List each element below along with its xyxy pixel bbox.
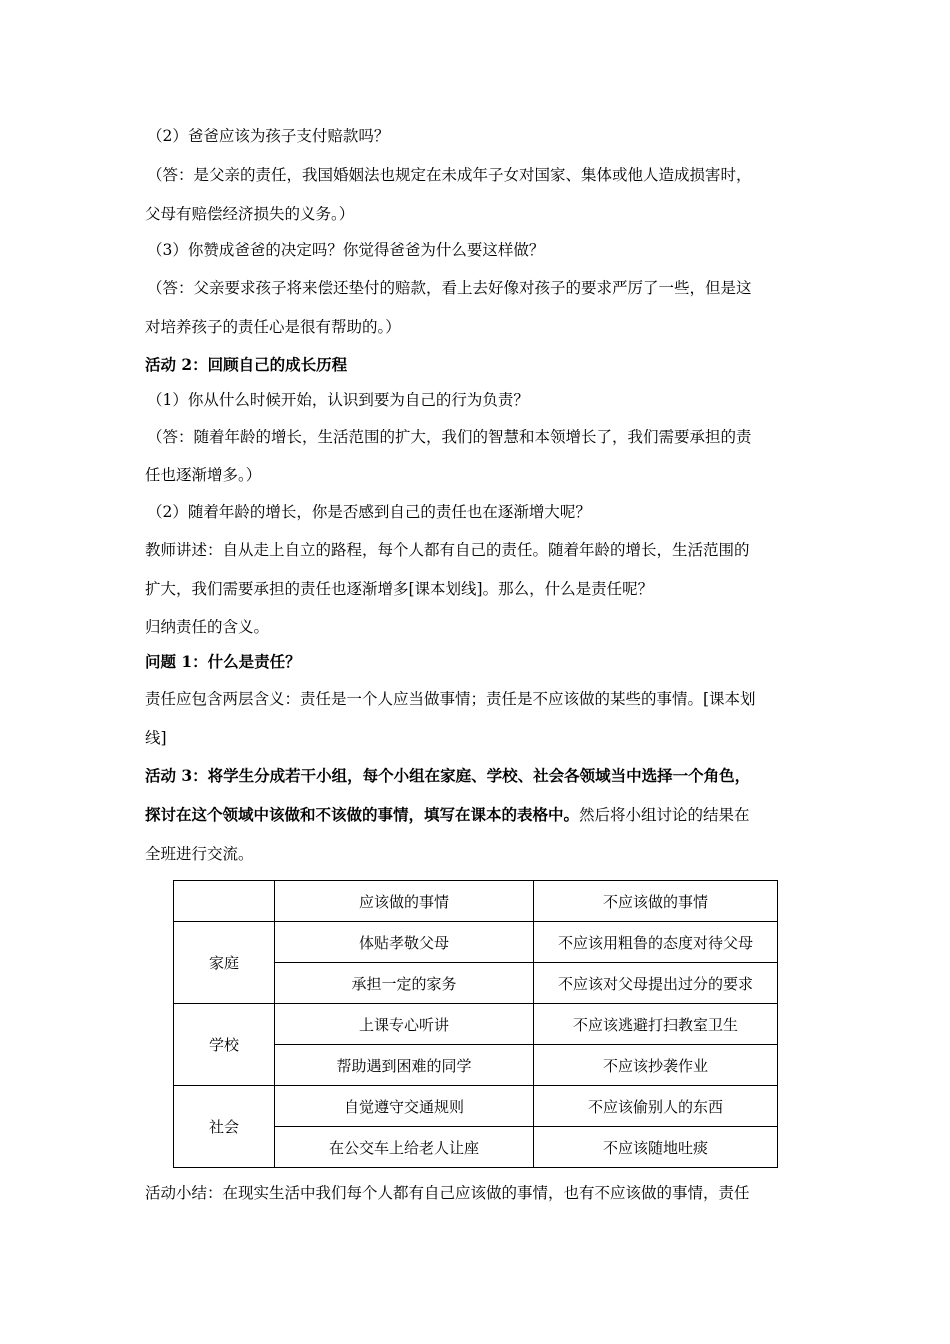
group-family: 家庭 [174, 922, 275, 1004]
question-1-heading: 问题 1：什么是责任？ [145, 652, 301, 671]
table-header-should-not: 不应该做的事情 [534, 881, 778, 922]
table-row [174, 922, 778, 963]
table-row [174, 1004, 778, 1045]
teacher-talk-line2: 扩大，我们需要承担的责任也逐渐增多[课本划线]。那么，什么是责任呢？ [145, 580, 654, 598]
activity-2-answer-line1: （答：随着年龄的增长，生活范围的扩大，我们的智慧和本领增长了，我们需要承担的责 [147, 428, 752, 446]
table-cell: 自觉遵守交通规则 [275, 1086, 534, 1127]
table-cell: 帮助遇到困难的同学 [275, 1045, 534, 1086]
question-3: （3）你赞成爸爸的决定吗？你觉得爸爸为什么要这样做？ [147, 241, 545, 259]
table-header-empty [174, 881, 275, 922]
question-2: （2）爸爸应该为孩子支付赔款吗？ [147, 127, 390, 145]
answer-2-line2: 父母有赔偿经济损失的义务。） [145, 205, 355, 223]
table-cell: 上课专心听讲 [275, 1004, 534, 1045]
table-header-row [174, 881, 778, 922]
activity-3-line2 [145, 805, 750, 825]
activity-summary: 活动小结：在现实生活中我们每个人都有自己应该做的事情，也有不应该做的事情，责任 [145, 1184, 750, 1202]
table-cell: 体贴孝敬父母 [275, 922, 534, 963]
table-cell: 在公交车上给老人让座 [275, 1127, 534, 1168]
answer-3-line2: 对培养孩子的责任心是很有帮助的。） [145, 318, 401, 336]
activity-2-answer-line2: 任也逐渐增多。） [145, 466, 262, 484]
activity-3-line3: 全班进行交流。 [145, 845, 254, 863]
responsibility-table [173, 880, 778, 1168]
teacher-talk-line1: 教师讲述：自从走上自立的路程，每个人都有自己的责任。随着年龄的增长，生活范围的 [145, 541, 750, 559]
activity-3-line1: 活动 3：将学生分成若干小组，每个小组在家庭、学校、社会各领域当中选择一个角色， [145, 766, 751, 785]
answer-2-line1: （答：是父亲的责任，我国婚姻法也规定在未成年子女对国家、集体或他人造成损害时， [147, 166, 752, 184]
table-row [174, 1086, 778, 1127]
responsibility-definition-line2: 线] [145, 729, 167, 747]
responsibility-definition-line1: 责任应包含两层含义：责任是一个人应当做事情；责任是不应该做的某些的事情。[课本划 [145, 690, 756, 708]
table-cell: 不应该用粗鲁的态度对待父母 [534, 922, 778, 963]
summarize-meaning: 归纳责任的含义。 [145, 618, 270, 636]
answer-3-line1: （答：父亲要求孩子将来偿还垫付的赔款，看上去好像对孩子的要求严厉了一些，但是这 [147, 279, 752, 297]
table-cell: 不应该随地吐痰 [534, 1127, 778, 1168]
group-society: 社会 [174, 1086, 275, 1168]
activity-2-question-1: （1）你从什么时候开始，认识到要为自己的行为负责？ [147, 391, 529, 409]
table-cell: 承担一定的家务 [275, 963, 534, 1004]
table-cell: 不应该抄袭作业 [534, 1045, 778, 1086]
table-cell: 不应该偷别人的东西 [534, 1086, 778, 1127]
activity-3-line2-bold: 探讨在这个领域中该做和不该做的事情，填写在课本的表格中。 [145, 805, 580, 824]
activity-2-heading: 活动 2：回顾自己的成长历程 [145, 355, 348, 374]
group-school: 学校 [174, 1004, 275, 1086]
table-cell: 不应该逃避打扫教室卫生 [534, 1004, 778, 1045]
activity-3-line2-normal: 然后将小组讨论的结果在 [579, 806, 750, 824]
activity-2-question-2: （2）随着年龄的增长，你是否感到自己的责任也在逐渐增大呢？ [147, 503, 591, 521]
table-cell: 不应该对父母提出过分的要求 [534, 963, 778, 1004]
table-header-should: 应该做的事情 [275, 881, 534, 922]
